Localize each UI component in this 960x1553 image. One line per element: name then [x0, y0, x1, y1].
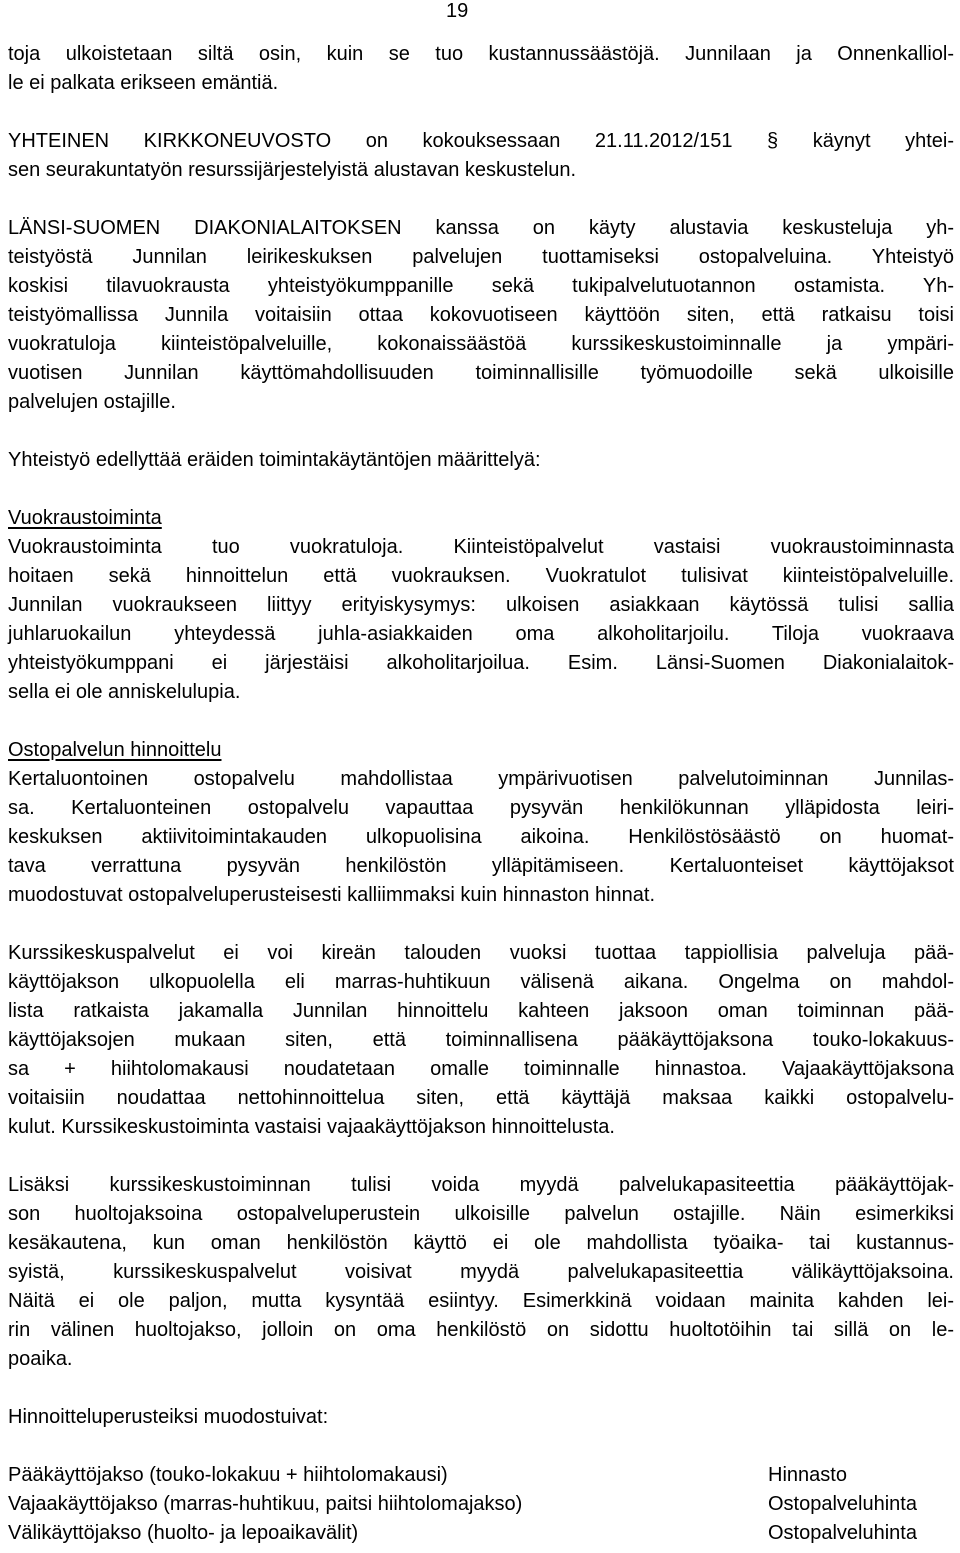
text-line: Kertaluontoinen ostopalvelu mahdollistaa ympärivuotisen palvelutoiminnan Junnilas-: [8, 768, 954, 790]
text-line: keskuksen aktiivitoimintakauden ulkopuolisina aikoina. Henkilöstösäästö on huomat-: [8, 826, 954, 848]
text-line: käyttöjakson ulkopuolella eli marras-huhtikuun välisenä aikana. Ongelma on mahdol-: [8, 971, 954, 993]
text-line: lista ratkaista jakamalla Junnilan hinnoittelu kahteen jaksoon oman toiminnan pää-: [8, 1000, 954, 1022]
text-line: muodostuvat ostopalveluperusteisesti kalliimmaksi kuin hinnaston hinnat.: [8, 884, 656, 906]
pricing-period: Välikäyttöjakso (huolto- ja lepoaikavälit): [8, 1522, 359, 1544]
text-line: teistyöstä Junnilan leirikeskuksen palvelujen tuottamiseksi ostopalveluina. Yhteistyö: [8, 246, 954, 268]
text-line: sa. Kertaluonteinen ostopalvelu vapauttaa pysyvän henkilökunnan ylläpidosta leiri-: [8, 797, 954, 819]
text-line: vuokratuloja kiinteistöpalveluille, kokonaissäästöä kurssikeskustoiminnalle ja ympäri-: [8, 333, 954, 355]
text-line: rin välinen huoltojakso, jolloin on oma henkilöstö on sidottu huoltotöihin tai sillä on le-: [8, 1319, 954, 1341]
text-line: Lisäksi kurssikeskustoiminnan tulisi voida myydä palvelukapasiteettia pääkäyttöjak-: [8, 1174, 954, 1196]
pricing-method: Ostopalveluhinta: [768, 1522, 917, 1544]
text-line: palvelujen ostajille.: [8, 391, 176, 413]
text-line: sella ei ole anniskelulupia.: [8, 681, 241, 703]
text-line: tava verrattuna pysyvän henkilöstön ylläpitämiseen. Kertaluonteiset käyttöjaksot: [8, 855, 954, 877]
text-line: YHTEINEN KIRKKONEUVOSTO on kokouksessaan 21.11.2012/151 § käynyt yhtei-: [8, 130, 954, 152]
text-line: yhteistyökumppani ei järjestäisi alkoholitarjoilua. Esim. Länsi-Suomen Diakonialaitok-: [8, 652, 954, 674]
text-line: toja ulkoistetaan siltä osin, kuin se tuo kustannussäästöjä. Junnilaan ja Onnenkalliol-: [8, 43, 954, 65]
text-line: käyttöjaksojen mukaan siten, että toiminnallisena pääkäyttöjaksona touko-lokakuus-: [8, 1029, 954, 1051]
text-line: Junnilan vuokraukseen liittyy erityiskysymys: ulkoisen asiakkaan käytössä tulisi sallia: [8, 594, 954, 616]
section-heading: Ostopalvelun hinnoittelu: [8, 739, 222, 761]
document-page: [8, 0, 954, 1553]
pricing-method: Ostopalveluhinta: [768, 1493, 917, 1515]
text-line: vuotisen Junnilan käyttömahdollisuuden toiminnallisille työmuodoille sekä ulkoisille: [8, 362, 954, 384]
page-number: 19: [446, 0, 469, 22]
text-line: kulut. Kurssikeskustoiminta vastaisi vajaakäyttöjakson hinnoittelusta.: [8, 1116, 615, 1138]
text-line: koskisi tilavuokrausta yhteistyökumppanille sekä tukipalvelutuotannon ostamista. Yh-: [8, 275, 954, 297]
section-heading: Vuokraustoiminta: [8, 507, 162, 529]
text-line: hoitaen sekä hinnoittelun että vuokrauksen. Vuokratulot tulisivat kiinteistöpalveluille.: [8, 565, 954, 587]
pricing-period: Vajaakäyttöjakso (marras-huhtikuu, paitsi hiihtolomajakso): [8, 1493, 523, 1515]
text-line: sen seurakuntatyön resurssijärjestelyistä alustavan keskustelun.: [8, 159, 577, 181]
text-line: syistä, kurssikeskuspalvelut voisivat myydä palvelukapasiteettia välikäyttöjaksoina.: [8, 1261, 954, 1283]
text-line: voitaisiin noudattaa nettohinnoittelua siten, että käyttäjä maksaa kaikki ostopalvelu-: [8, 1087, 954, 1109]
yhteistyo-intro: Yhteistyö edellyttää eräiden toimintakäytäntöjen määrittelyä:: [8, 449, 541, 471]
text-line: LÄNSI-SUOMEN DIAKONIALAITOKSEN kanssa on käyty alustavia keskusteluja yh-: [8, 217, 954, 239]
text-line: poaika.: [8, 1348, 73, 1370]
text-line: son huoltojaksoina ostopalveluperustein ulkoisille palvelun ostajille. Näin esimerkiksi: [8, 1203, 954, 1225]
text-line: Vuokraustoiminta tuo vuokratuloja. Kiinteistöpalvelut vastaisi vuokraustoiminnasta: [8, 536, 954, 558]
text-line: kesäkautena, kun oman henkilöstön käyttö ei ole mahdollista työaika- tai kustannus-: [8, 1232, 954, 1254]
section-intro: Hinnoitteluperusteiksi muodostuivat:: [8, 1406, 329, 1428]
text-line: sa + hiihtolomakausi noudatetaan omalle toiminnalle hinnastoa. Vajaakäyttöjaksona: [8, 1058, 954, 1080]
text-line: le ei palkata erikseen emäntiä.: [8, 72, 279, 94]
text-line: teistyömallissa Junnila voitaisiin ottaa kokovuotiseen käyttöön siten, että ratkaisu toisi: [8, 304, 954, 326]
pricing-method: Hinnasto: [768, 1464, 847, 1486]
text-line: juhlaruokailun yhteydessä juhla-asiakkaiden oma alkoholitarjoilu. Tiloja vuokraava: [8, 623, 954, 645]
text-line: Kurssikeskuspalvelut ei voi kireän talouden vuoksi tuottaa tappiollisia palveluja pää-: [8, 942, 954, 964]
text-line: Näitä ei ole paljon, mutta kysyntää esiintyy. Esimerkkinä voidaan mainita kahden lei-: [8, 1290, 954, 1312]
pricing-period: Pääkäyttöjakso (touko-lokakuu + hiihtolomakausi): [8, 1464, 448, 1486]
